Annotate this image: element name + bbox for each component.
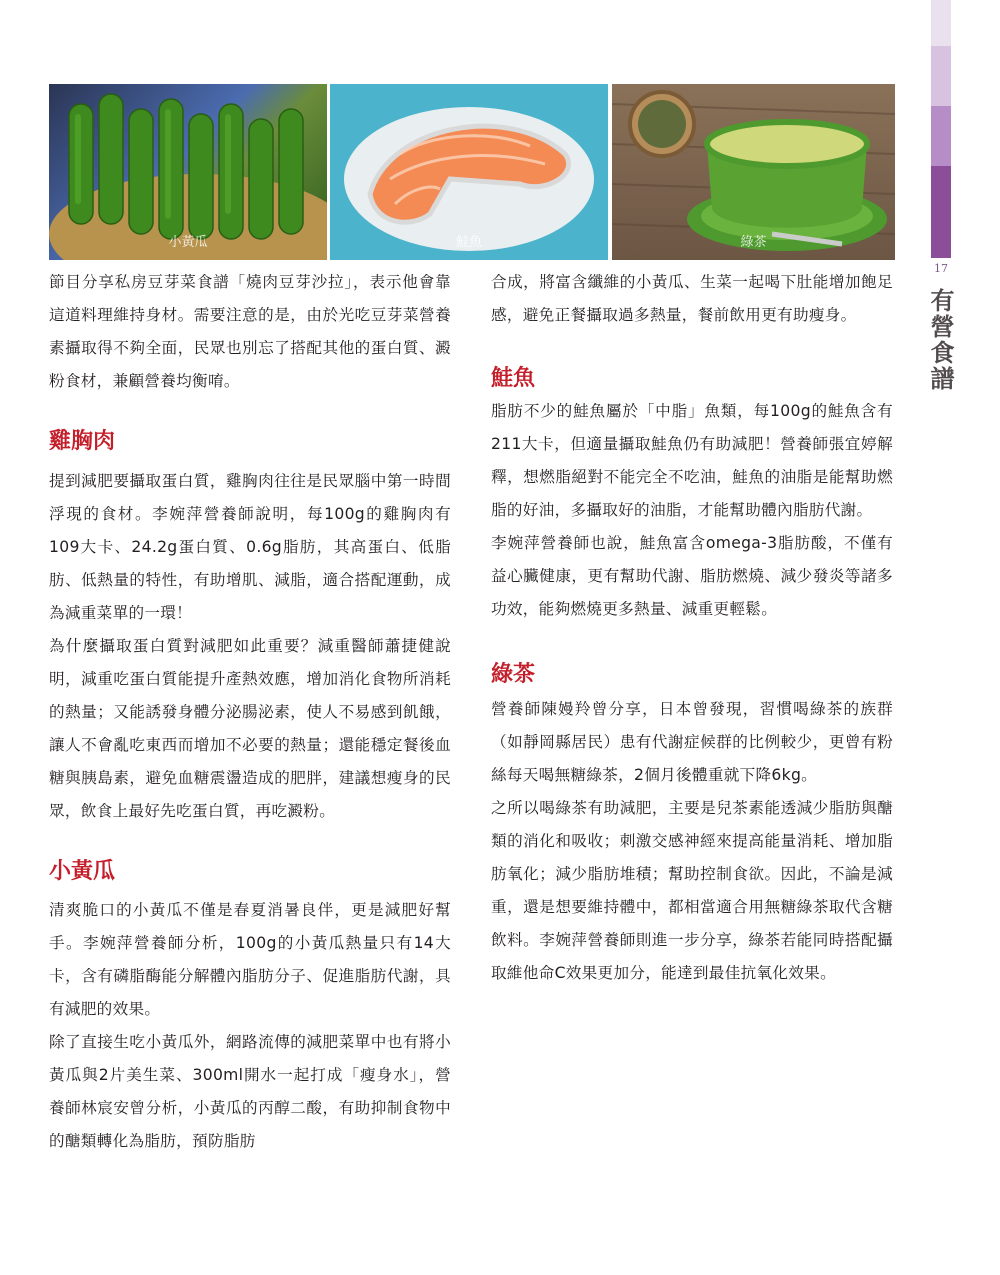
heading-cucumber: 小黃瓜 [49, 858, 116, 884]
cucumber-paragraph-1: 清爽脆口的小黃瓜不僅是春夏消暑良伴，更是減肥好幫手。李婉萍營養師分析，100g的小黃瓜熱量只有14大卡，含有磷脂酶能分解體內脂肪分子、促進脂肪代謝，具有減肥的效果。 [49, 901, 451, 1018]
cucumber-photo-caption: 小黃瓜 [168, 235, 208, 250]
green-tea-photo [612, 84, 895, 260]
intro-paragraph: 節目分享私房豆芽菜食譜「燒肉豆芽沙拉」，表示他會靠這道料理維持身材。需要注意的是，由於光吃豆芽菜營養素攝取得不夠全面，民眾也別忘了搭配其他的蛋白質、澱粉食材，兼顧營養均衡唷。 [49, 273, 451, 390]
salmon-photo-caption: 鮭魚 [455, 235, 482, 250]
salmon-photo [330, 84, 608, 260]
chicken-paragraph-2: 為什麼攝取蛋白質對減肥如此重要？減重醫師蕭捷健說明，減重吃蛋白質能提升產熱效應，增加消化食物所消耗的熱量；又能誘發身體分泌腸泌素，使人不易感到飢餓，讓人不會亂吃東西而增加不必要的熱量；還能穩定餐後血糖與胰島素，避免血糖震盪造成的肥胖，建議想瘦身的民眾，飲食上最好先吃蛋白質，再吃澱粉。 [49, 637, 451, 820]
page-number: 17 [934, 262, 948, 275]
green-tea-paragraph-1: 營養師陳嫚羚曾分享，日本曾發現，習慣喝綠茶的族群（如靜岡縣居民）患有代謝症候群的比例較少，更曾有粉絲每天喝無糖綠茶，2個月後體重就下降6kg。 [491, 700, 893, 784]
cucumber-photo [49, 84, 327, 260]
salmon-paragraph-1: 脂肪不少的鮭魚屬於「中脂」魚類，每100g的鮭魚含有211大卡，但適量攝取鮭魚仍有助減肥！營養師張宜婷解釋，想燃脂絕對不能完全不吃油，鮭魚的油脂是能幫助燃脂的好油，多攝取好的油脂，才能幫助體內脂肪代謝。 [491, 402, 893, 519]
edge-tab-light [931, 46, 951, 106]
green-tea-paragraph-2: 之所以喝綠茶有助減肥，主要是兒茶素能透減少脂肪與醣類的消化和吸收；刺激交感神經來提高能量消耗、增加脂肪氧化；減少脂肪堆積；幫助控制食欲。因此，不論是減重，還是想要維持體中，都相當適合用無糖綠茶取代含糖飲料。李婉萍營養師則進一步分享，綠茶若能同時搭配攝取維他命C效果更加分，能達到最佳抗氧化效果。 [491, 799, 893, 982]
cucumber-paragraph-2: 除了直接生吃小黃瓜外，網路流傳的減肥菜單中也有將小黃瓜與2片美生菜、300ml開水一起打成「瘦身水」，營養師林宸安曾分析，小黃瓜的丙醇二酸，有助抑制食物中的醣類轉化為脂肪，預防脂肪 [49, 1033, 451, 1150]
cucumber-paragraph-continued: 合成，將富含纖維的小黃瓜、生菜一起喝下肚能增加飽足感，避免正餐攝取過多熱量，餐前飲用更有助瘦身。 [491, 273, 893, 324]
edge-tab-mid [931, 106, 951, 166]
edge-tab-pale [931, 0, 951, 46]
heading-green-tea: 綠茶 [491, 661, 536, 687]
chicken-paragraph-1: 提到減肥要攝取蛋白質，雞胸肉往往是民眾腦中第一時間浮現的食材。李婉萍營養師說明，每100g的雞胸肉有109大卡、24.2g蛋白質、0.6g脂肪，其高蛋白、低脂肪、低熱量的特性，有助增肌、減脂，適合搭配運動，成為減重菜單的一環！ [49, 472, 451, 622]
heading-salmon: 鮭魚 [491, 365, 536, 391]
left-column [49, 266, 451, 1158]
right-column [491, 266, 893, 990]
heading-chicken-breast: 雞胸肉 [49, 428, 116, 454]
edge-tab-dark [931, 166, 951, 258]
green-tea-photo-caption: 綠茶 [740, 235, 767, 250]
salmon-paragraph-2: 李婉萍營養師也說，鮭魚富含omega-3脂肪酸，不僅有益心臟健康，更有幫助代謝、脂肪燃燒、減少發炎等諸多功效，能夠燃燒更多熱量、減重更輕鬆。 [491, 534, 893, 618]
section-title: 有營食譜 [926, 288, 955, 392]
